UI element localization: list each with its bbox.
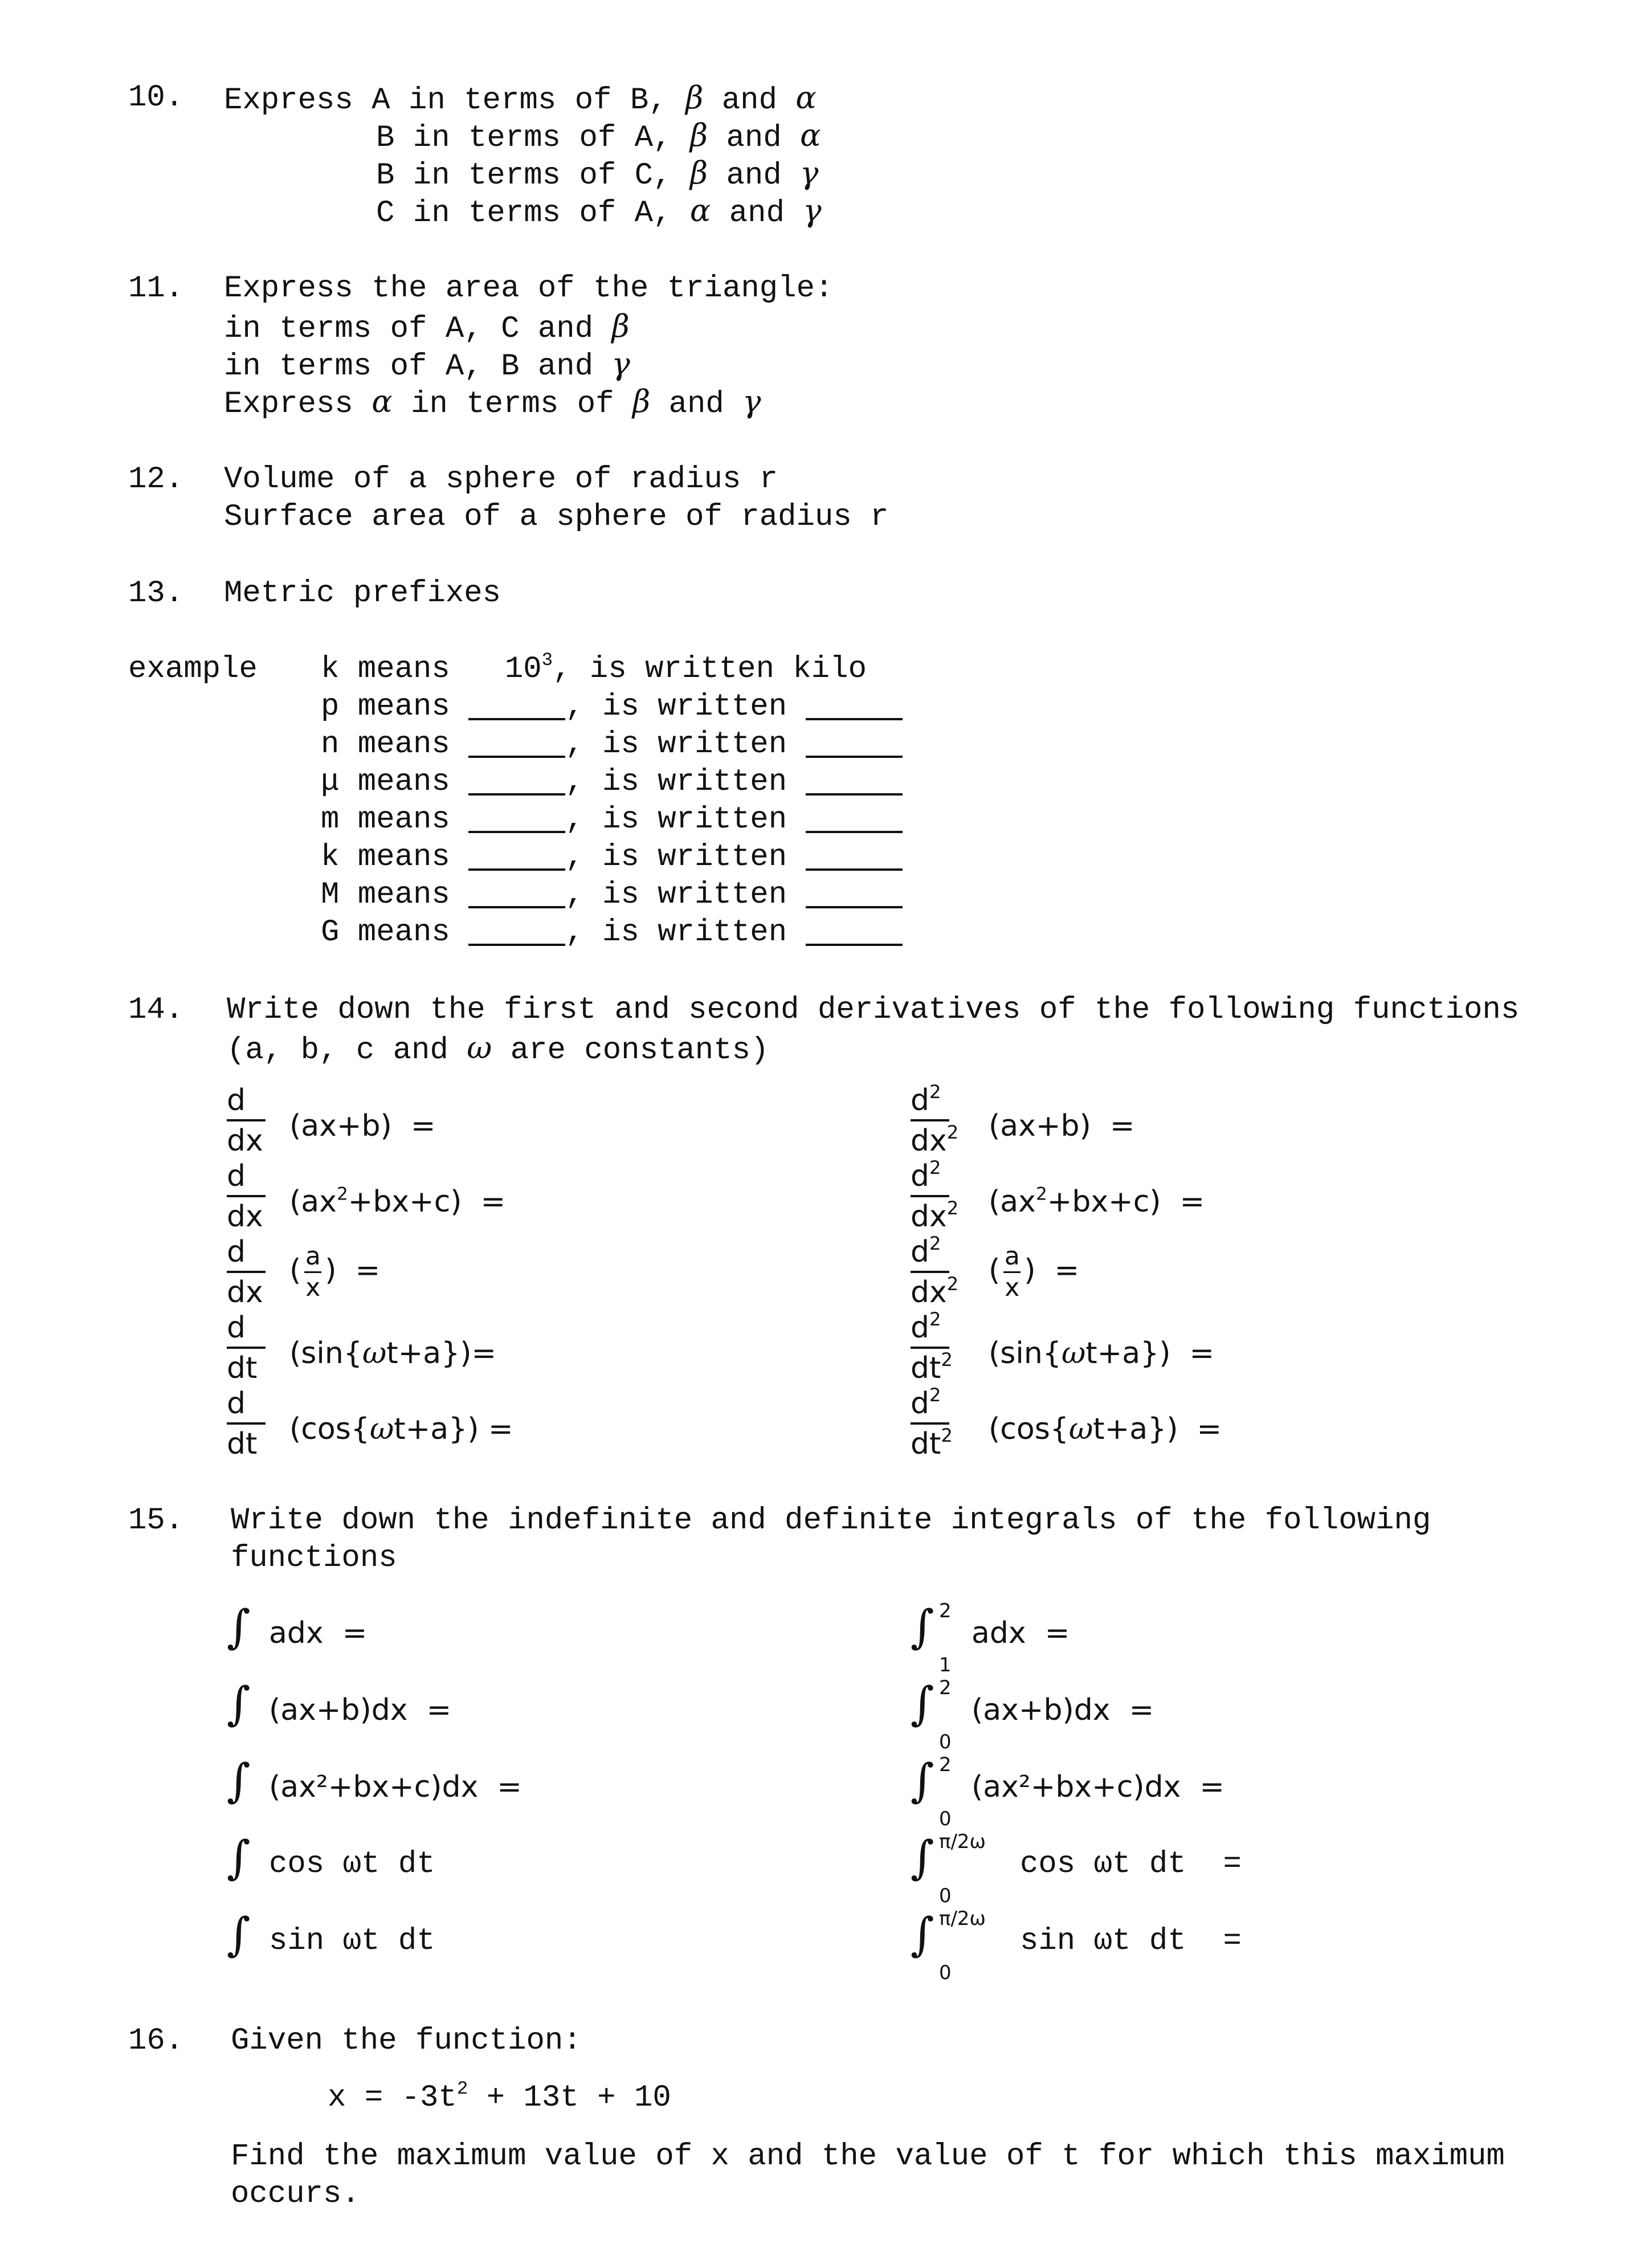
definite-integral-5: sin ωt dt = [1020,1924,1242,1959]
indefinite-integral-4: cos ωt dt [269,1847,435,1882]
second-derivative-linear: (ax+b) = [989,1109,1135,1143]
second-derivative-operator: $d^2$ $dt^2$ [911,1308,953,1385]
second-derivative-operator: $d^2$ $dx^2$ [911,1081,959,1158]
definite-integral-2: (ax+b)dx = [971,1693,1154,1727]
q13-row-G: G means , is written [321,917,903,948]
lower-limit: 0 [939,1808,952,1830]
upper-limit: 2 [939,1676,952,1699]
integral-sign: ∫ [911,1754,934,1807]
q13-row-k: k means , is written [321,842,903,873]
integral-sign: ∫ [911,1908,934,1961]
q12-number: 12. [128,462,184,497]
q10-line-1: Express A in terms of B, β and α [224,80,817,118]
q16-line-4: occurs. [231,2177,360,2212]
q15-line-1: Write down the indefinite and definite integrals of the following [231,1503,1431,1538]
q10-line-4: C in terms of A, α and γ [376,193,822,231]
answer-blank [468,756,565,758]
answer-blank [468,868,565,871]
q12-line-1: Volume of a sphere of radius r [224,462,778,497]
answer-blank [806,944,903,946]
second-derivative-operator: $d^2$ $dx^2$ [911,1157,959,1234]
integral-sign: ∫ [227,1677,251,1730]
derivative-operator: d dx [227,1234,272,1310]
q16-line-1: Given the function: [231,2024,582,2058]
integral-sign: ∫ [227,1908,251,1961]
first-derivative-cos: (cos{ωt+a}) = [289,1412,513,1446]
derivative-operator: d dx [227,1083,272,1158]
answer-blank [806,831,903,833]
q11-line-4: Express α in terms of β and γ [224,384,761,422]
indefinite-integral-1: adx = [269,1616,368,1650]
second-derivative-operator: $d^2$ $dt^2$ [911,1384,953,1461]
second-derivative-operator: $d^2$ $dx^2$ [911,1233,959,1310]
first-derivative-quadratic: $(ax^2+bx+c)$ = [289,1184,506,1219]
first-derivative-linear: (ax+b) = [289,1109,436,1143]
integral-sign: ∫ [911,1600,934,1653]
q16-number: 16. [128,2024,184,2058]
q13-row-n: n means , is written [321,729,903,760]
lower-limit: 0 [939,1884,952,1907]
q11-line-2: in terms of A, C and β [224,308,630,346]
derivative-operator: d dt [227,1386,272,1461]
q11-line-1: Express the area of the triangle: [224,271,834,306]
second-derivative-cos: (cos{ωt+a}) = [989,1412,1222,1446]
upper-limit: 2 [939,1600,952,1622]
integral-sign: ∫ [911,1831,934,1884]
lower-limit: 1 [939,1654,952,1676]
indefinite-integral-2: (ax+b)dx = [269,1693,452,1727]
answer-blank [806,756,903,758]
q13-row-mu: μ means , is written [321,767,903,798]
q13-row-m: m means , is written [321,805,903,835]
q10-line-3: B in terms of C, β and γ [376,155,819,193]
q15-number: 15. [128,1503,184,1538]
q10-line-2: B in terms of A, β and α [376,117,821,156]
q13-row-p: p means , is written [321,692,903,723]
q12-line-2: Surface area of a sphere of radius r [224,500,889,535]
q13-title: Metric prefixes [224,576,501,611]
q13-number: 13. [128,576,184,611]
definite-integral-4: cos ωt dt = [1020,1847,1242,1882]
q14-line-1: Write down the first and second derivatives of the following functions [227,993,1520,1027]
q16-equation: $x = -3t^2 + 13t + 10$ [328,2078,671,2115]
first-derivative-sin: (sin{ωt+a})= [289,1336,497,1370]
derivative-operator: d dt [227,1310,272,1385]
answer-blank [468,944,565,946]
q11-number: 11. [128,271,184,306]
q13-example-row: k means $10^3$, is written kilo [321,649,867,687]
answer-blank [468,906,565,908]
integral-sign: ∫ [911,1677,934,1730]
q14-number: 14. [128,993,184,1027]
answer-blank [806,906,903,908]
lower-limit: 0 [939,1961,952,1984]
q10-number: 10. [128,80,184,115]
answer-blank [806,793,903,796]
answer-blank [806,718,903,720]
integral-sign: ∫ [227,1754,251,1807]
second-derivative-quadratic: $(ax^2+bx+c)$ = [989,1184,1205,1219]
definite-integral-3: (ax²+bx+c)dx = [971,1770,1224,1804]
upper-limit: π/2ω [939,1907,986,1930]
first-derivative-reciprocal: ( $\frac{a}{x}$ ) = [289,1242,381,1302]
indefinite-integral-3: (ax²+bx+c)dx = [269,1770,522,1804]
answer-blank [468,831,565,833]
q16-line-3: Find the maximum value of x and the value of t for which this maximum [231,2139,1505,2174]
definite-integral-1: adx = [971,1616,1070,1650]
q13-example-label: example [128,652,258,687]
upper-limit: π/2ω [939,1830,986,1853]
integral-sign: ∫ [227,1600,251,1653]
upper-limit: 2 [939,1753,952,1776]
indefinite-integral-5: sin ωt dt [269,1924,435,1959]
answer-blank [806,868,903,871]
second-derivative-sin: (sin{ωt+a}) = [989,1336,1215,1370]
answer-blank [468,793,565,796]
q11-line-3: in terms of A, B and γ [224,346,630,384]
lower-limit: 0 [939,1731,952,1753]
second-derivative-reciprocal: ( $\frac{a}{x}$ ) = [989,1242,1080,1302]
derivative-operator: d dx [227,1159,272,1234]
integral-sign: ∫ [227,1831,251,1884]
answer-blank [468,718,565,720]
q14-line-2: (a, b, c and ω are constants) [227,1030,769,1068]
q15-line-2: functions [231,1541,397,1576]
q13-row-M: M means , is written [321,880,903,911]
